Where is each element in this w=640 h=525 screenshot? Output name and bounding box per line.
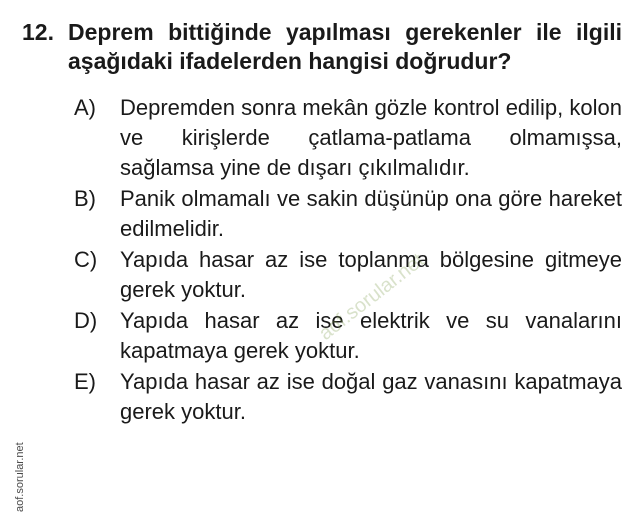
question-text: Deprem bittiğinde yapılması gerekenler ile ilgili aşağıdaki ifadelerden hangisi doğrudur?: [68, 19, 622, 74]
option-letter: A): [74, 95, 96, 120]
option-text: Panik olmamalı ve sakin düşünüp ona göre hareket edilmelidir.: [120, 186, 622, 241]
option-a[interactable]: [74, 93, 622, 183]
question-header: [22, 18, 622, 76]
option-letter: C): [74, 247, 98, 272]
option-c[interactable]: [74, 245, 622, 305]
option-text: Yapıda hasar az ise doğal gaz vanasını kapatmaya gerek yoktur.: [120, 369, 622, 424]
question-block: [22, 18, 622, 428]
option-text: Yapıda hasar az ise elektrik ve su vanalarını kapatmaya gerek yoktur.: [120, 308, 622, 363]
question-number: 12.: [22, 19, 54, 45]
option-text: Yapıda hasar az ise toplanma bölgesine gitmeye gerek yoktur.: [120, 247, 622, 302]
options-list: [74, 93, 622, 427]
option-d[interactable]: [74, 306, 622, 366]
option-b[interactable]: [74, 184, 622, 244]
option-letter: E): [74, 369, 96, 394]
option-letter: D): [74, 308, 98, 333]
watermark-center: aof.sorular.net: [314, 249, 429, 345]
option-letter: B): [74, 186, 96, 211]
option-text: Depremden sonra mekân gözle kontrol edilip, kolon ve kirişlerde çatlama-patlama olmamışsa, sağlamsa yine de dışarı çıkılmalıdır.: [120, 95, 622, 180]
option-e[interactable]: [74, 367, 622, 427]
watermark-side: aof.sorular.net: [14, 442, 26, 512]
